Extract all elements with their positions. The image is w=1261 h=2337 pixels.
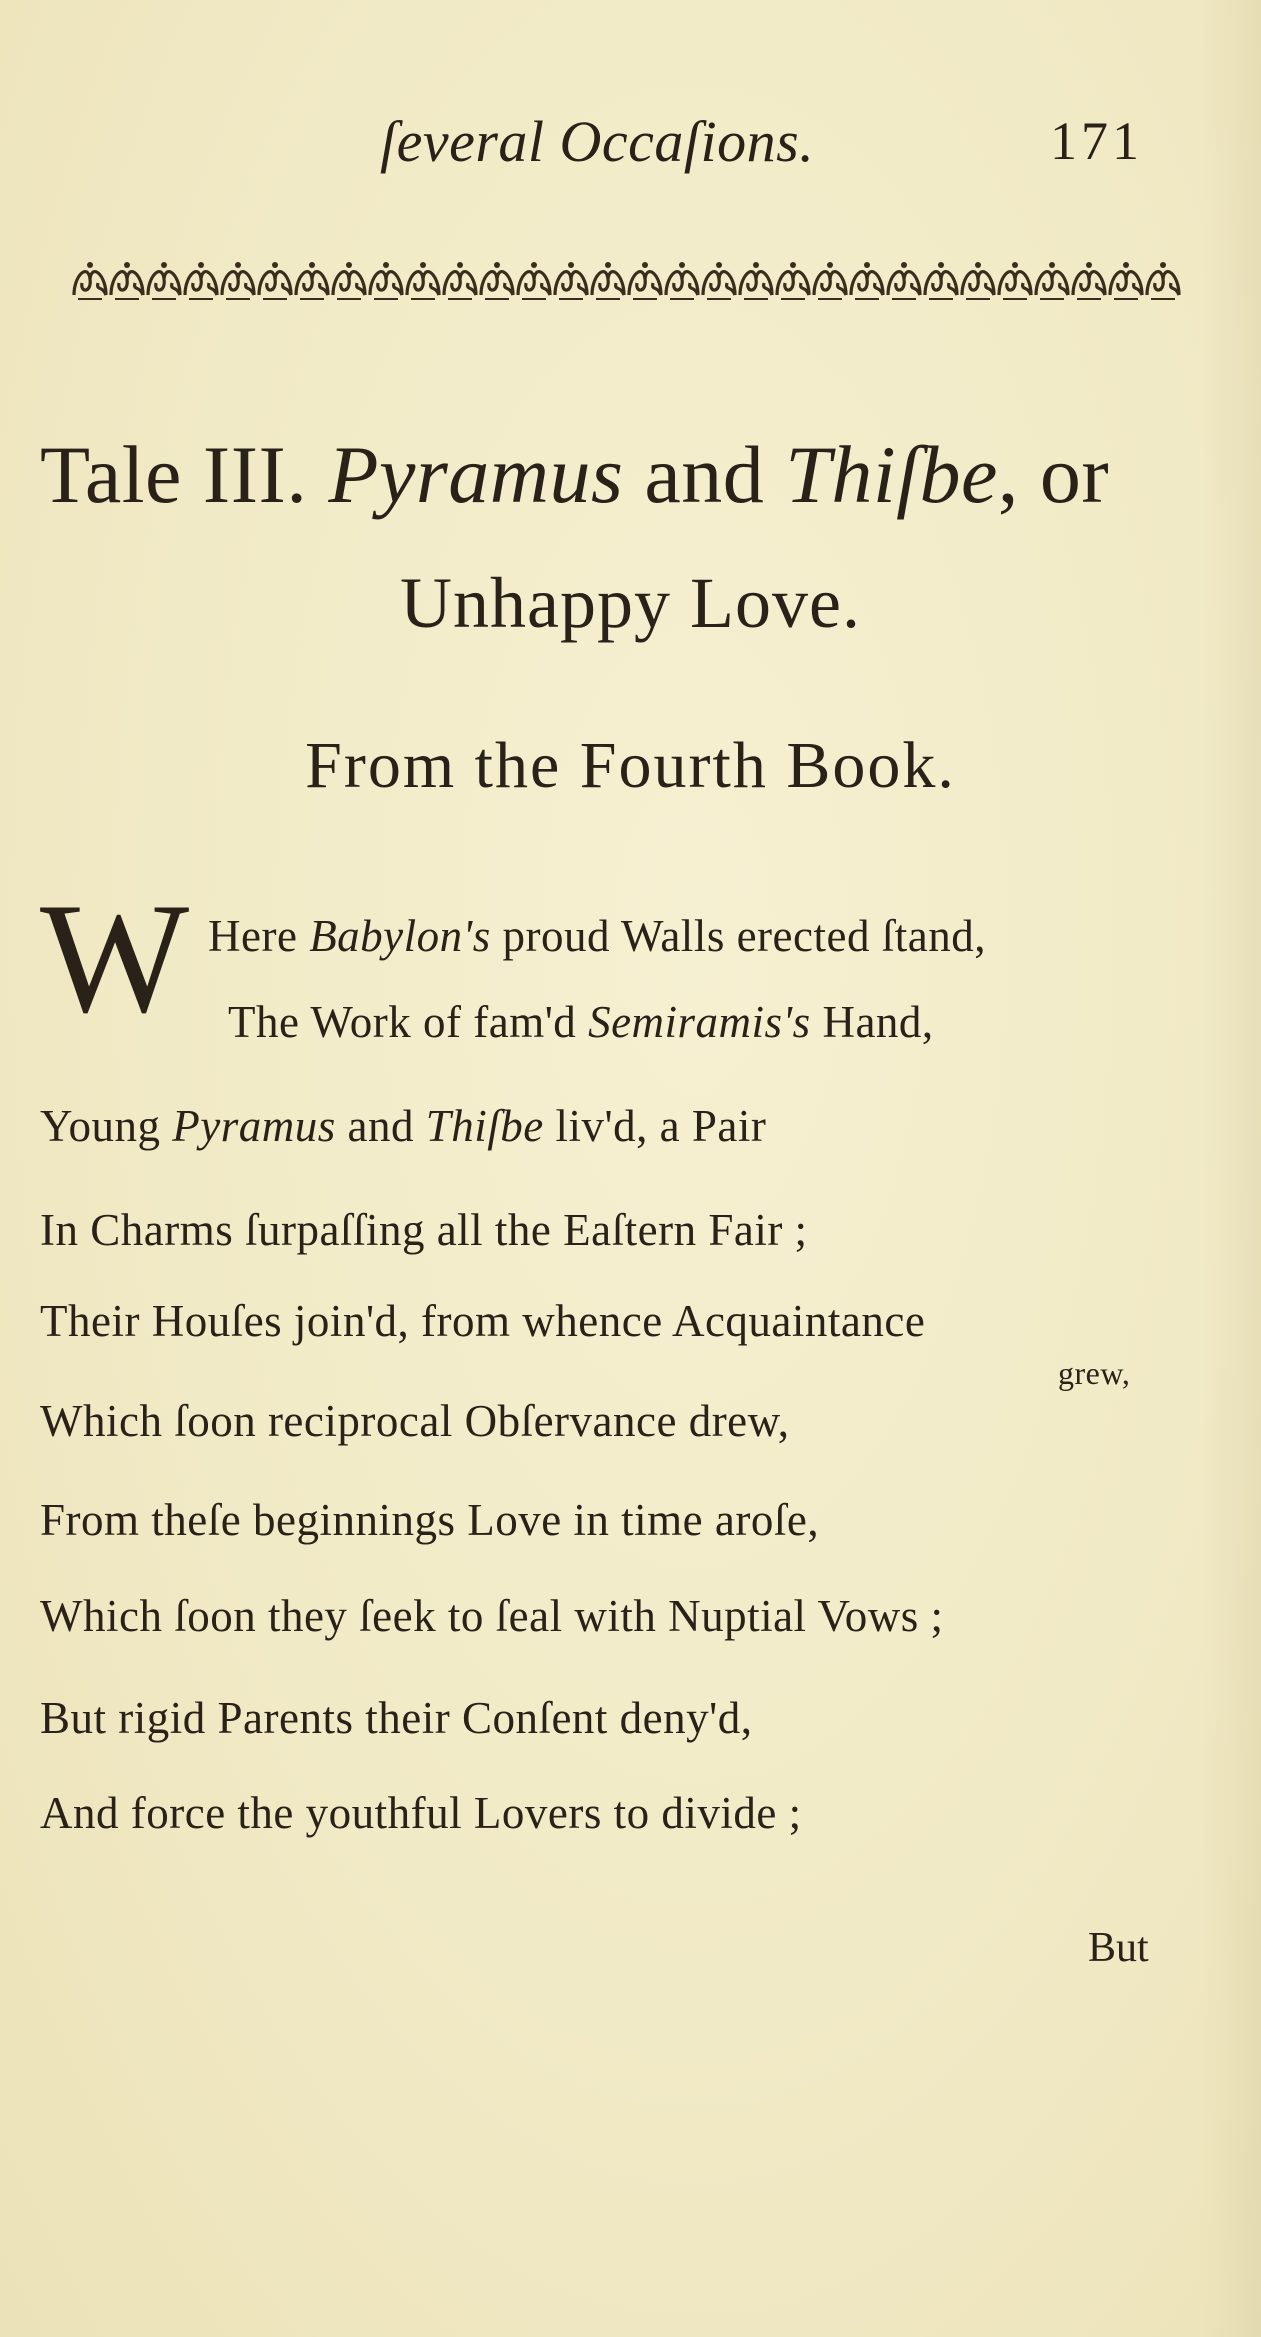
verse-line-2	[228, 996, 934, 1048]
tale-title-suffix: , or	[997, 429, 1110, 520]
verse-italic: Babylon's	[309, 911, 491, 961]
verse-line-10: And force the youthful Lovers to divide ;	[40, 1788, 802, 1838]
verse-text: The Work of fam'd	[228, 997, 589, 1047]
tale-title-connector: and	[623, 429, 786, 520]
verse-line-3	[40, 1100, 766, 1152]
verse-line-6: Which ſoon reciprocal Obſervance drew,	[40, 1396, 790, 1446]
verse-text: liv'd, a Pair	[543, 1101, 767, 1151]
verse-line-8: Which ſoon they ſeek to ſeal with Nuptial Vows ;	[40, 1591, 944, 1641]
tale-title-name-thisbe: Thiſbe	[785, 429, 998, 520]
verse-line-1	[208, 910, 986, 962]
page-edge-shading	[1201, 0, 1261, 2337]
verse-text: Here	[208, 911, 310, 961]
ornament-band	[72, 255, 1182, 303]
tale-title-line-2: Unhappy Love.	[400, 563, 861, 643]
verse-line-5: Their Houſes join'd, from whence Acquaintance	[40, 1296, 926, 1346]
verse-italic: Semiramis's	[588, 997, 811, 1047]
verse-text: Hand,	[810, 997, 934, 1047]
verse-turnover: grew,	[1058, 1355, 1131, 1391]
verse-text: Young	[40, 1101, 173, 1151]
verse-text: and	[335, 1101, 426, 1151]
drop-cap: W	[40, 871, 188, 1046]
tale-title-line-1	[40, 428, 1109, 522]
verse-italic: Thiſbe	[425, 1101, 544, 1151]
verse-italic: Pyramus	[172, 1101, 336, 1151]
tale-subtitle: From the Fourth Book.	[305, 729, 956, 802]
verse-line-4: In Charms ſurpaſſing all the Eaſtern Fair ;	[40, 1205, 808, 1255]
verse-line-9: But rigid Parents their Conſent deny'd,	[40, 1693, 753, 1743]
page-number: 171	[1050, 111, 1143, 171]
catchword: But	[1088, 1925, 1149, 1971]
verse-text: proud Walls erected ſtand,	[490, 911, 986, 961]
tale-title-prefix: Tale III.	[40, 429, 329, 520]
verse-line-7: From theſe beginnings Love in time aroſe,	[40, 1495, 820, 1545]
running-head: ſeveral Occaſions.	[380, 109, 815, 174]
tale-title-name-pyramus: Pyramus	[328, 429, 624, 520]
